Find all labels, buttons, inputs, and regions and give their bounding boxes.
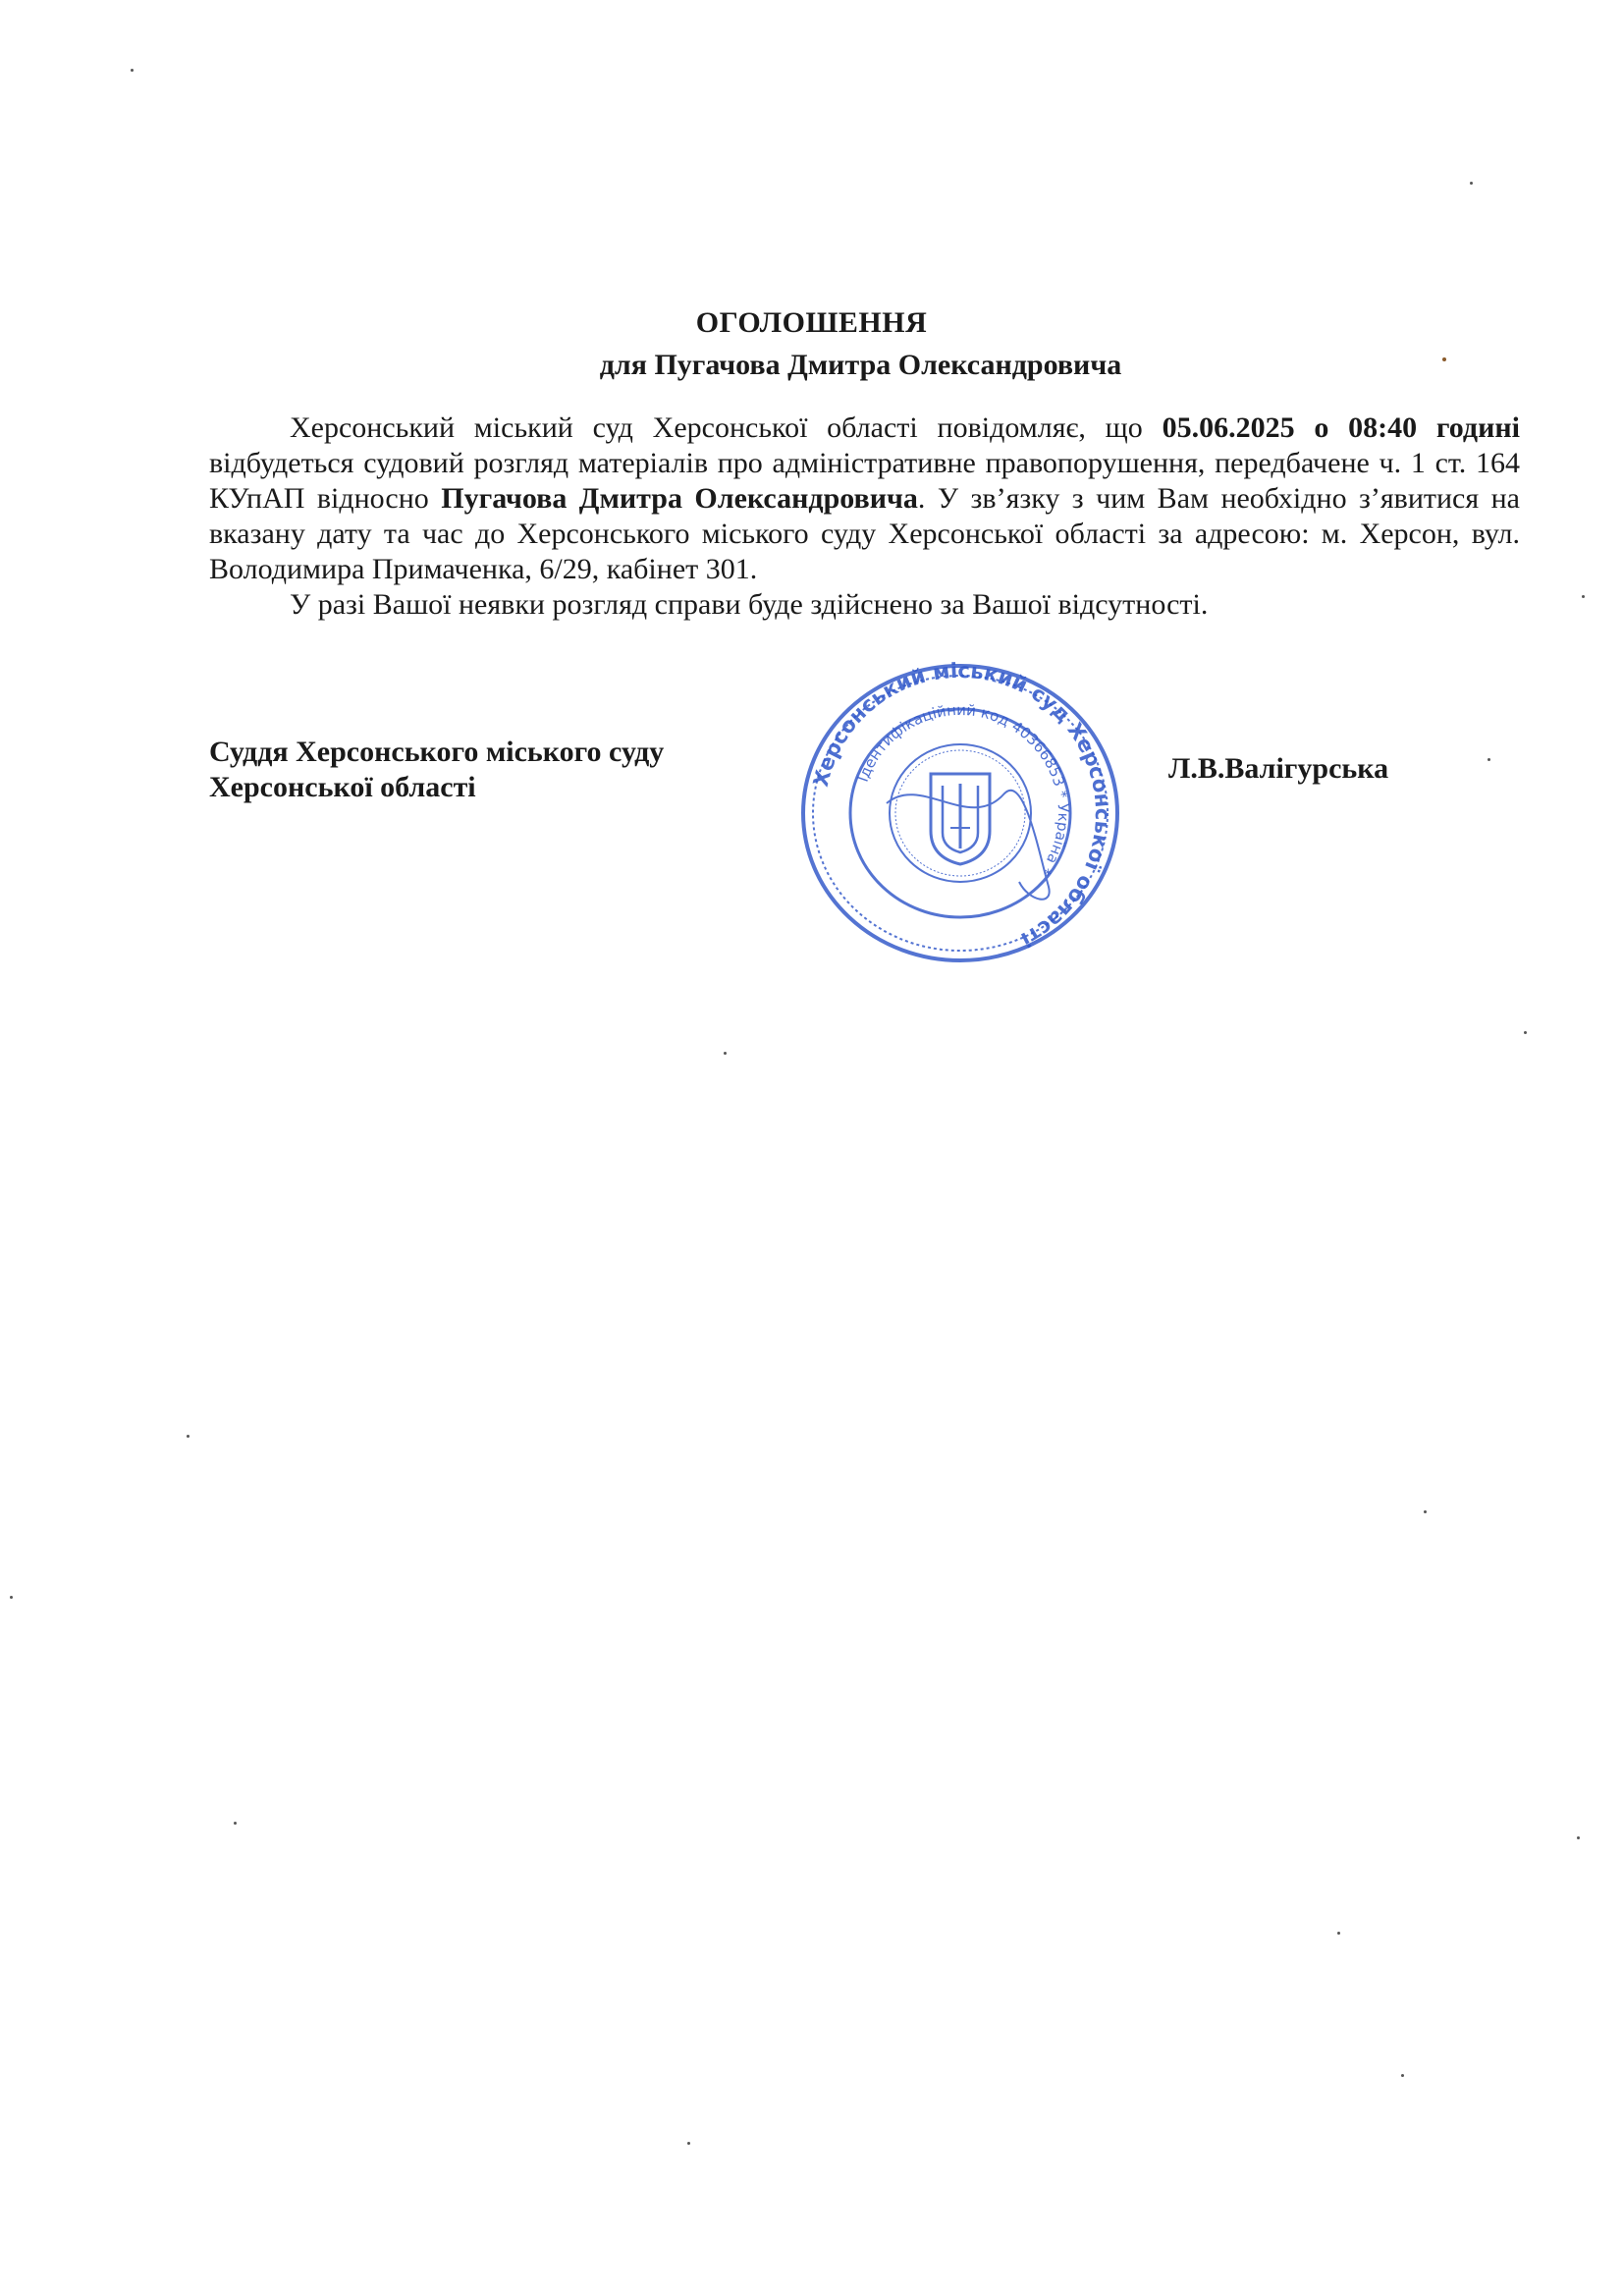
scan-speck bbox=[1577, 1836, 1580, 1839]
scan-speck bbox=[1424, 1510, 1427, 1513]
court-seal-stamp bbox=[793, 656, 1127, 970]
scan-speck bbox=[131, 69, 134, 72]
scan-speck bbox=[687, 2142, 690, 2145]
svg-text:Херсонський міський суд Херсон: Херсонський міський суд Херсонської області bbox=[808, 658, 1115, 952]
judge-position-line2: Херсонської області bbox=[209, 771, 476, 803]
scan-speck bbox=[1470, 182, 1473, 185]
scan-speck bbox=[187, 1435, 189, 1438]
scan-speck bbox=[1488, 758, 1490, 761]
scan-speck bbox=[1401, 2074, 1404, 2077]
scan-speck bbox=[1582, 595, 1585, 598]
person-name: Пугачова Дмитра Олександровича bbox=[441, 482, 918, 515]
document-subtitle: для Пугачова Дмитра Олександровича bbox=[599, 349, 1122, 381]
scan-speck bbox=[724, 1052, 727, 1055]
judge-name: Л.В.Валігурська bbox=[1168, 752, 1389, 785]
scan-speck bbox=[234, 1822, 237, 1825]
document-title: ОГОЛОШЕННЯ bbox=[695, 306, 928, 339]
scan-speck bbox=[1442, 357, 1446, 361]
paragraph-absence: У разі Вашої неявки розгляд справи буде здійснено за Вашої відсутності. bbox=[290, 588, 1209, 621]
judge-position-line1: Суддя Херсонського міського суду bbox=[209, 736, 665, 768]
scan-speck bbox=[10, 1596, 13, 1599]
svg-text:Ідентифікаційний код 40366853: Ідентифікаційний код 40366853 * Україна * bbox=[853, 700, 1073, 879]
scan-speck bbox=[1337, 1932, 1340, 1935]
hearing-date-time: 05.06.2025 о 08:40 годині bbox=[1162, 411, 1520, 444]
scan-speck bbox=[1524, 1031, 1527, 1034]
judge-position bbox=[209, 735, 664, 805]
paragraph-main: Херсонський міський суд Херсонської області повідомляє, що 05.06.2025 о 08:40 годині відбудеться судовий розгляд матеріалів про адміністративне правопорушення, передбачене ч. 1 ст. 164 КУпАП відносно Пугачова Дмитра Олександровича. У зв’язку з чим Вам необхідно з’явитися на вказану дату та час до Херсонського міського суду Херсонської області за адресою: м. Херсон, вул. Володимира Примаченка, 6/29, кабінет 301. bbox=[209, 411, 1520, 585]
announcement-body bbox=[209, 410, 1520, 623]
